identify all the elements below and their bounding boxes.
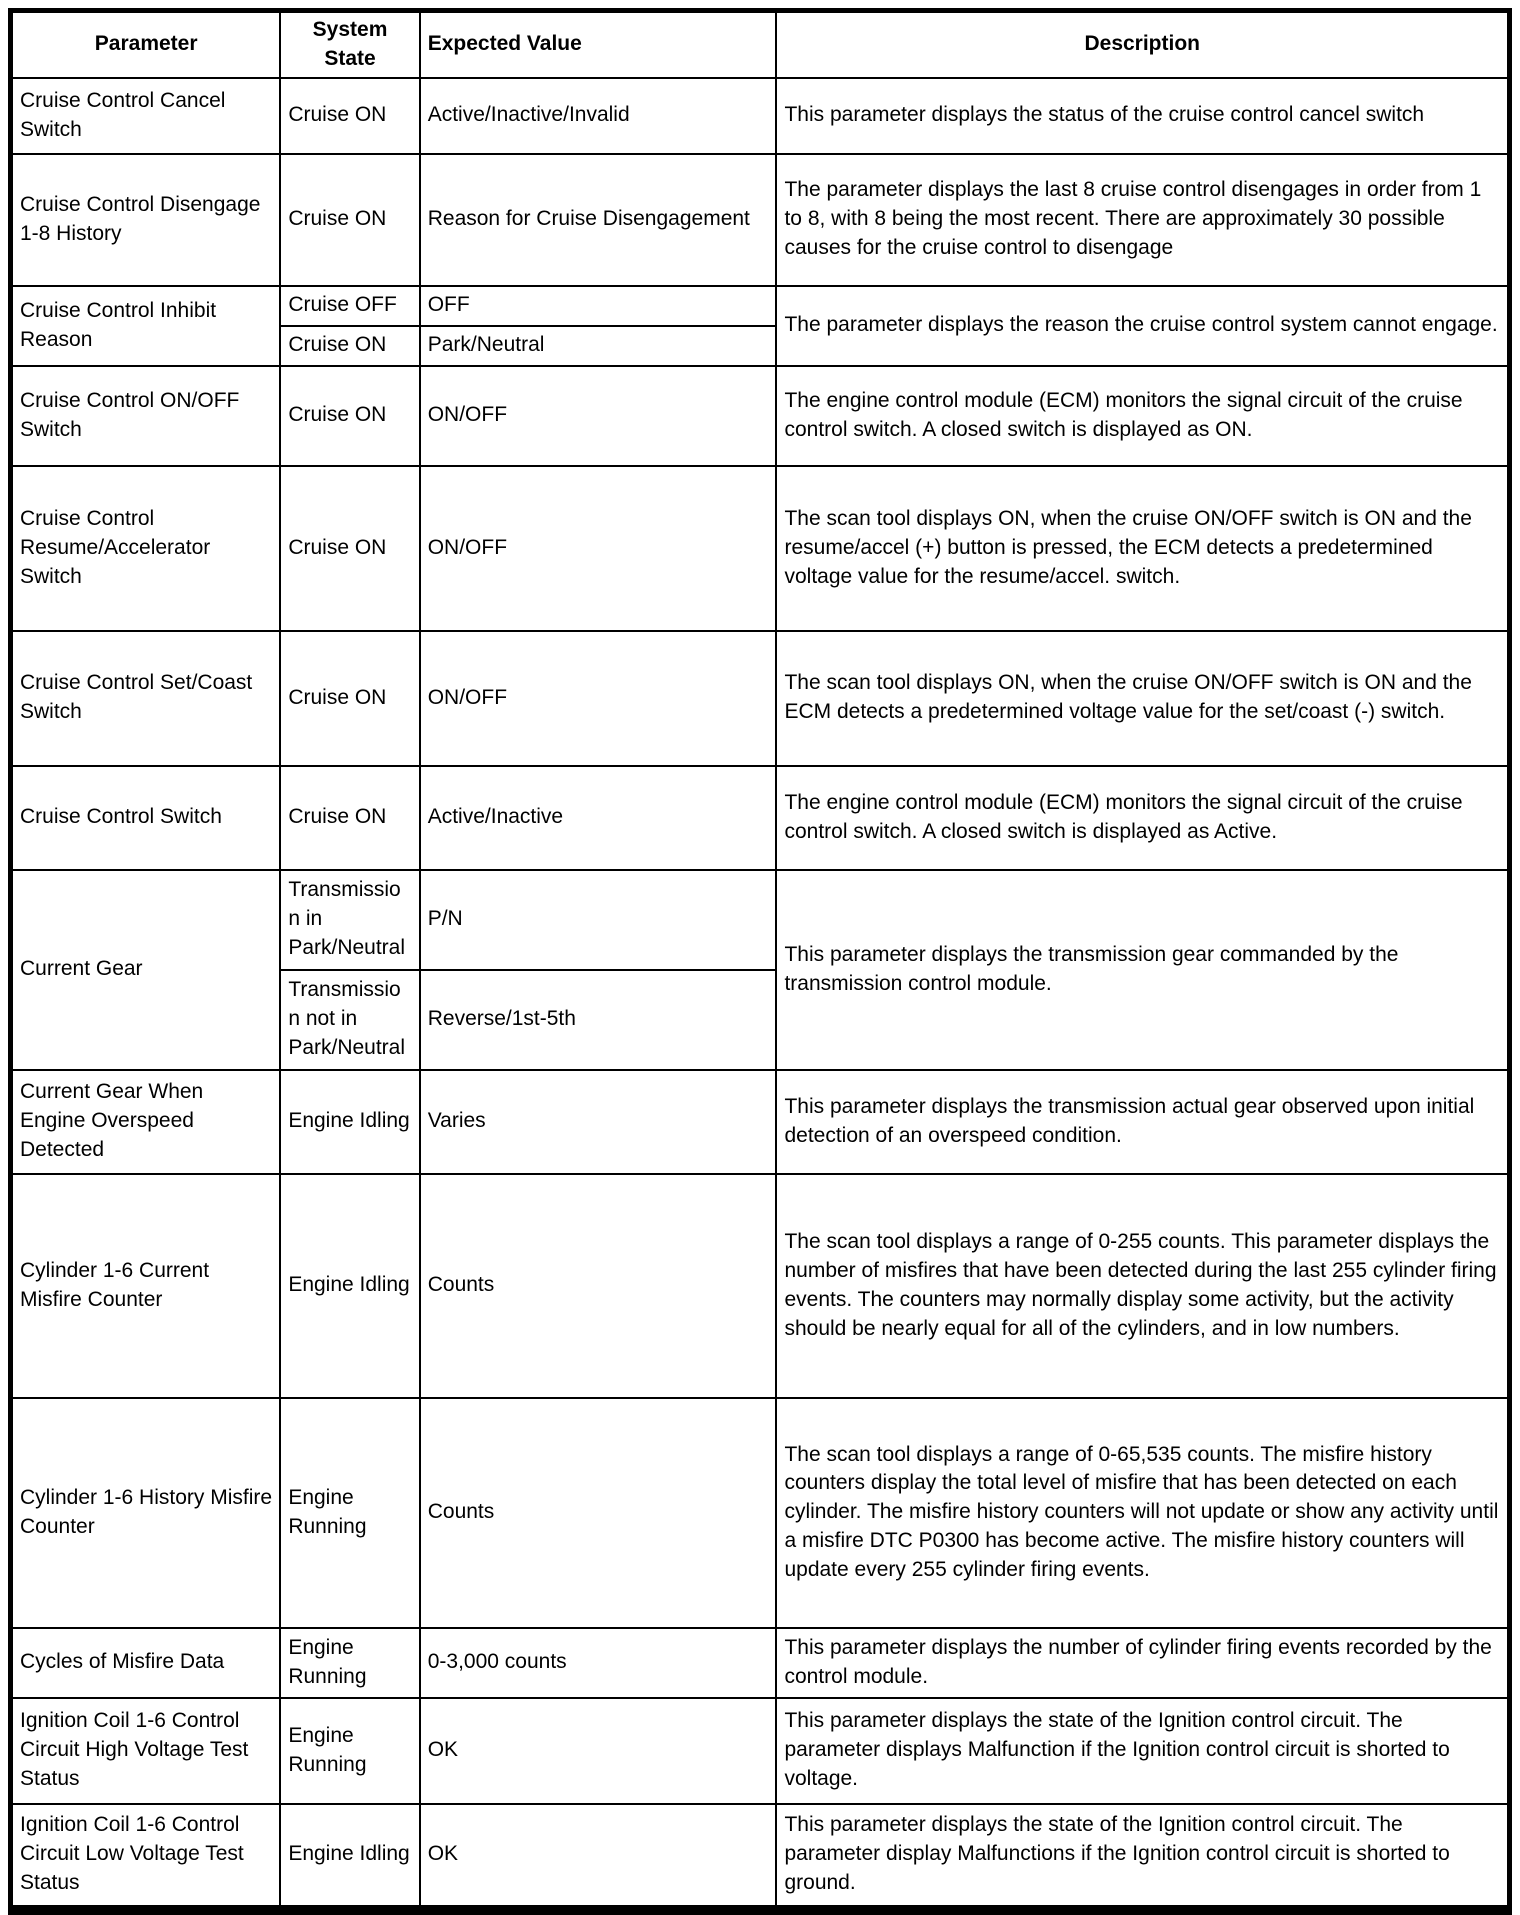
system-state-cell: Cruise OFF bbox=[280, 286, 419, 326]
col-header-parameter: Parameter bbox=[11, 11, 281, 78]
expected-value-cell: Counts bbox=[420, 1174, 777, 1398]
parameter-table bbox=[8, 8, 1512, 1915]
system-state-cell: Cruise ON bbox=[280, 466, 419, 631]
description-cell: The scan tool displays a range of 0-65,535 counts. The misfire history counters display the total level of misfire that has been detected on each cylinder. The misfire history counters will not update or show any activity until a misfire DTC P0300 has become active. The misfire history counters will update every 255 cylinder firing events. bbox=[776, 1398, 1509, 1628]
parameter-cell: Cylinder 1-6 History Misfire Counter bbox=[11, 1398, 281, 1628]
expected-value-cell: P/N bbox=[420, 870, 777, 970]
table-row bbox=[11, 631, 1510, 766]
description-cell: This parameter displays the transmission actual gear observed upon initial detection of an overspeed condition. bbox=[776, 1070, 1509, 1174]
description-cell: The parameter displays the reason the cruise control system cannot engage. bbox=[776, 286, 1509, 366]
description-cell: The parameter displays the last 8 cruise control disengages in order from 1 to 8, with 8 being the most recent. There are approximately 30 possible causes for the cruise control to disengage bbox=[776, 154, 1509, 286]
expected-value-cell: OK bbox=[420, 1804, 777, 1910]
system-state-cell: Engine Running bbox=[280, 1628, 419, 1698]
expected-value-cell: Park/Neutral bbox=[420, 326, 777, 366]
col-header-description: Description bbox=[776, 11, 1509, 78]
description-cell: The scan tool displays ON, when the cruise ON/OFF switch is ON and the resume/accel (+) button is pressed, the ECM detects a predetermined voltage value for the resume/accel. switch. bbox=[776, 466, 1509, 631]
expected-value-cell: Varies bbox=[420, 1070, 777, 1174]
description-cell: The scan tool displays a range of 0-255 counts. This parameter displays the number of misfires that have been detected during the last 255 cylinder firing events. The counters may normally display some activity, but the activity should be nearly equal for all of the cylinders, and in low numbers. bbox=[776, 1174, 1509, 1398]
system-state-cell: Cruise ON bbox=[280, 154, 419, 286]
expected-value-cell: 0-3,000 counts bbox=[420, 1628, 777, 1698]
parameter-cell: Cylinder 1-6 Current Misfire Counter bbox=[11, 1174, 281, 1398]
table-row bbox=[11, 1174, 1510, 1398]
parameter-cell: Cruise Control Resume/Accelerator Switch bbox=[11, 466, 281, 631]
system-state-cell: Engine Idling bbox=[280, 1804, 419, 1910]
system-state-cell: Engine Idling bbox=[280, 1174, 419, 1398]
table-row bbox=[11, 154, 1510, 286]
parameter-cell: Cruise Control Inhibit Reason bbox=[11, 286, 281, 366]
description-cell: The scan tool displays ON, when the cruise ON/OFF switch is ON and the ECM detects a predetermined voltage value for the set/coast (-) switch. bbox=[776, 631, 1509, 766]
header-row bbox=[11, 11, 1510, 78]
system-state-cell: Engine Running bbox=[280, 1398, 419, 1628]
expected-value-cell: Reverse/1st-5th bbox=[420, 970, 777, 1070]
expected-value-cell: OFF bbox=[420, 286, 777, 326]
col-header-system-state: System State bbox=[280, 11, 419, 78]
description-cell: The engine control module (ECM) monitors the signal circuit of the cruise control switch. A closed switch is displayed as ON. bbox=[776, 366, 1509, 466]
parameter-cell: Cruise Control Disengage 1-8 History bbox=[11, 154, 281, 286]
table-row bbox=[11, 1398, 1510, 1628]
col-header-expected-value: Expected Value bbox=[420, 11, 777, 78]
table-row bbox=[11, 366, 1510, 466]
expected-value-cell: ON/OFF bbox=[420, 366, 777, 466]
table-row bbox=[11, 286, 1510, 326]
table-row bbox=[11, 1698, 1510, 1804]
expected-value-cell: OK bbox=[420, 1698, 777, 1804]
description-cell: This parameter displays the status of the cruise control cancel switch bbox=[776, 78, 1509, 154]
description-cell: This parameter displays the state of the Ignition control circuit. The parameter displays Malfunction if the Ignition control circuit is shorted to voltage. bbox=[776, 1698, 1509, 1804]
description-cell: The engine control module (ECM) monitors the signal circuit of the cruise control switch. A closed switch is displayed as Active. bbox=[776, 766, 1509, 870]
system-state-cell: Cruise ON bbox=[280, 78, 419, 154]
parameter-cell: Current Gear When Engine Overspeed Detected bbox=[11, 1070, 281, 1174]
expected-value-cell: Reason for Cruise Disengagement bbox=[420, 154, 777, 286]
description-cell: This parameter displays the state of the Ignition control circuit. The parameter display Malfunctions if the Ignition control circuit is shorted to ground. bbox=[776, 1804, 1509, 1910]
system-state-cell: Transmission in Park/Neutral bbox=[280, 870, 419, 970]
description-cell: This parameter displays the number of cylinder firing events recorded by the control module. bbox=[776, 1628, 1509, 1698]
table-row bbox=[11, 78, 1510, 154]
table-row bbox=[11, 1628, 1510, 1698]
expected-value-cell: ON/OFF bbox=[420, 466, 777, 631]
system-state-cell: Engine Running bbox=[280, 1698, 419, 1804]
expected-value-cell: Active/Inactive bbox=[420, 766, 777, 870]
parameter-cell: Ignition Coil 1-6 Control Circuit Low Voltage Test Status bbox=[11, 1804, 281, 1910]
system-state-cell: Cruise ON bbox=[280, 631, 419, 766]
expected-value-cell: Active/Inactive/Invalid bbox=[420, 78, 777, 154]
table-row bbox=[11, 1070, 1510, 1174]
parameter-cell: Cycles of Misfire Data bbox=[11, 1628, 281, 1698]
expected-value-cell: ON/OFF bbox=[420, 631, 777, 766]
parameter-cell: Cruise Control Switch bbox=[11, 766, 281, 870]
parameter-cell: Ignition Coil 1-6 Control Circuit High Voltage Test Status bbox=[11, 1698, 281, 1804]
system-state-cell: Engine Idling bbox=[280, 1070, 419, 1174]
table-row bbox=[11, 766, 1510, 870]
system-state-cell: Cruise ON bbox=[280, 766, 419, 870]
parameter-cell: Cruise Control Cancel Switch bbox=[11, 78, 281, 154]
table-row bbox=[11, 466, 1510, 631]
parameter-cell: Cruise Control Set/Coast Switch bbox=[11, 631, 281, 766]
system-state-cell: Cruise ON bbox=[280, 366, 419, 466]
table-row bbox=[11, 870, 1510, 970]
parameter-cell: Cruise Control ON/OFF Switch bbox=[11, 366, 281, 466]
description-cell: This parameter displays the transmission gear commanded by the transmission control module. bbox=[776, 870, 1509, 1070]
system-state-cell: Transmission not in Park/Neutral bbox=[280, 970, 419, 1070]
parameter-cell: Current Gear bbox=[11, 870, 281, 1070]
table-row bbox=[11, 1804, 1510, 1910]
expected-value-cell: Counts bbox=[420, 1398, 777, 1628]
system-state-cell: Cruise ON bbox=[280, 326, 419, 366]
